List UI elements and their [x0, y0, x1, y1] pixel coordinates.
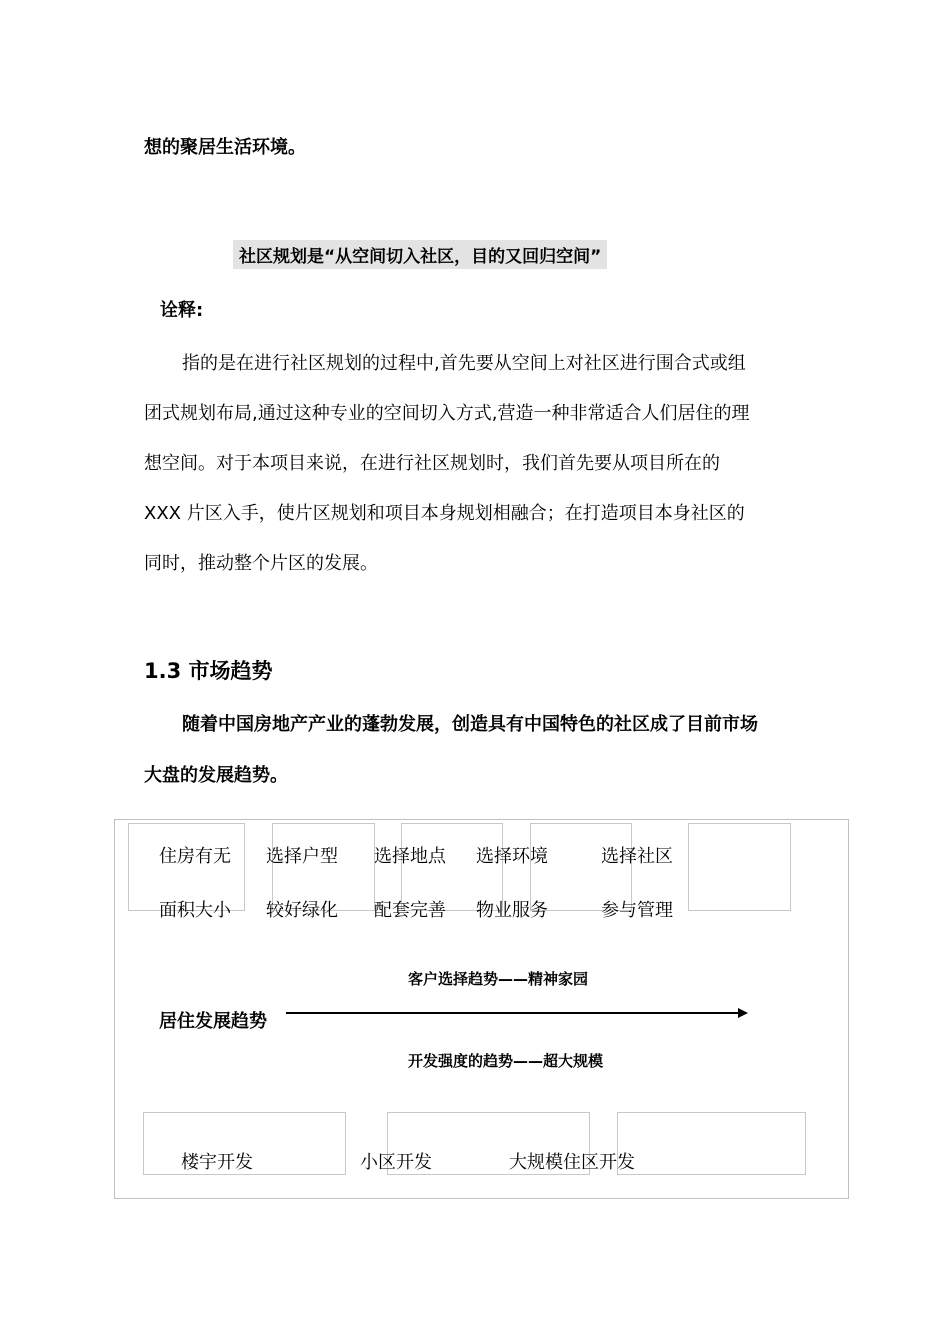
intro-line-1: 随着中国房地产产业的蓬勃发展，创造具有中国特色的社区成了目前市场: [182, 714, 758, 735]
interpret-label: 诠释:: [160, 300, 204, 321]
section-heading: 1.3 市场趋势: [144, 659, 273, 683]
top-row-label-5: 选择社区: [601, 846, 673, 867]
arrow-top-label: 客户选择趋势——精神家园: [408, 970, 589, 988]
quote-banner: 社区规划是“从空间切入社区，目的又回归空间”: [233, 240, 607, 269]
paragraph-line-5: 同时，推动整个片区的发展。: [144, 553, 378, 574]
bottom-label-2: 小区开发: [360, 1152, 432, 1173]
second-row-label-4: 物业服务: [476, 900, 548, 921]
paragraph-line-3: 想空间。对于本项目来说，在进行社区规划时，我们首先要从项目所在的: [144, 453, 720, 474]
second-row-label-2: 较好绿化: [266, 900, 338, 921]
paragraph-line-1: 指的是在进行社区规划的过程中,首先要从空间上对社区进行围合式或组: [182, 353, 746, 374]
bottom-label-1: 楼宇开发: [181, 1152, 253, 1173]
paragraph-line-4: XXX 片区入手，使片区规划和项目本身规划相融合；在打造项目本身社区的: [144, 503, 745, 524]
second-row-label-5: 参与管理: [601, 900, 673, 921]
second-row-label-1: 面积大小: [159, 900, 231, 921]
intro-line-2: 大盘的发展趋势。: [144, 765, 288, 786]
trend-arrow: [286, 1006, 750, 1022]
paragraph-line-2: 团式规划布局,通过这种专业的空间切入方式,营造一种非常适合人们居住的理: [144, 403, 750, 424]
second-row-label-3: 配套完善: [374, 900, 446, 921]
top-row-label-1: 住房有无: [159, 846, 231, 867]
top-line: 想的聚居生活环境。: [144, 137, 306, 158]
top-row-label-4: 选择环境: [476, 846, 548, 867]
main-trend-label: 居住发展趋势: [159, 1011, 267, 1032]
top-row-label-3: 选择地点: [374, 846, 446, 867]
arrow-bottom-label: 开发强度的趋势——超大规模: [408, 1052, 604, 1070]
top-row-label-2: 选择户型: [266, 846, 338, 867]
bottom-label-3: 大规模住区开发: [509, 1152, 635, 1173]
bottom-box-3: [617, 1112, 806, 1175]
diagram-box-5: [688, 823, 791, 911]
